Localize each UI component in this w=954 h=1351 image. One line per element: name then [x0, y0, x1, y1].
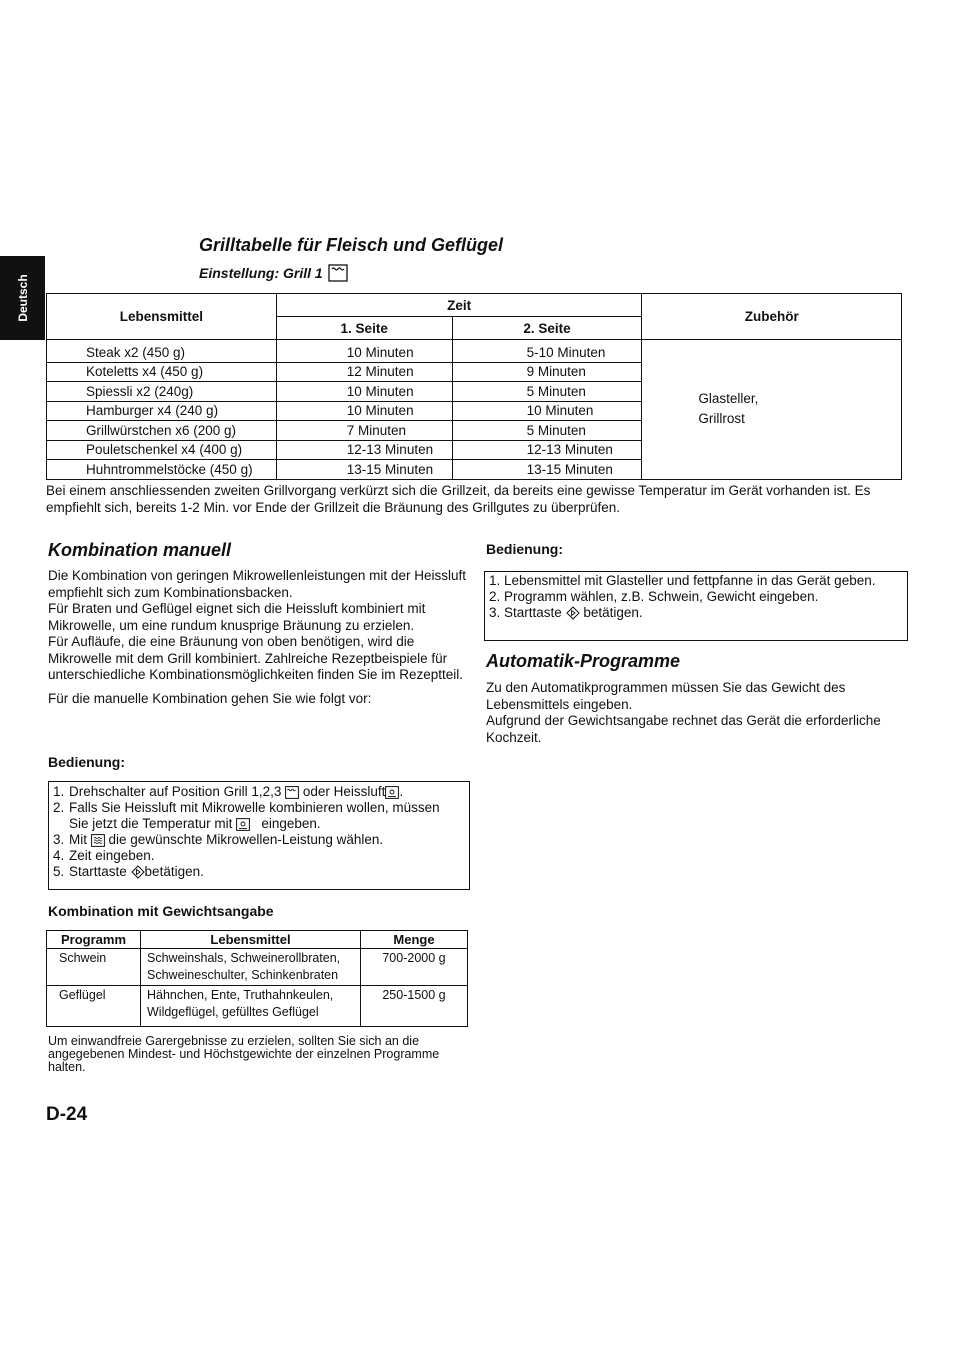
side1-cell: 10 Minuten: [276, 340, 452, 363]
auto-operation-label: Bedienung:: [486, 541, 563, 557]
food-cell: Pouletschenkel x4 (400 g): [47, 440, 277, 460]
header-food: Lebensmittel: [47, 294, 277, 340]
table-row: [47, 949, 468, 986]
food-cell: Huhntrommelstöcke (450 g): [47, 460, 277, 480]
accessory-line: Glasteller,: [698, 391, 759, 407]
manual-description: [48, 568, 473, 707]
step-text: Zeit eingeben.: [69, 848, 155, 863]
step-text: Falls Sie Heissluft mit Mikrowelle kombinieren wollen, müssen: [69, 800, 440, 815]
grill-table: [46, 293, 902, 480]
food-cell: Hamburger x4 (240 g): [47, 401, 277, 421]
step-text: Sie jetzt die Temperatur mit eingeben.: [69, 816, 321, 831]
step-text: Drehschalter auf Position Grill 1,2,3 oder Heissluft .: [69, 784, 404, 799]
food-cell: Grillwürstchen x6 (200 g): [47, 421, 277, 441]
manual-steps-box: [48, 781, 470, 890]
language-tab-label: Deutsch: [15, 274, 30, 322]
program-cell: Geflügel: [47, 986, 141, 1027]
side2-cell: 5 Minuten: [452, 382, 642, 402]
header-program: Programm: [47, 931, 141, 949]
manual-operation-label: Bedienung:: [48, 754, 125, 770]
side1-cell: 10 Minuten: [276, 401, 452, 421]
page-number: D-24: [46, 1104, 88, 1125]
table-row: [47, 986, 468, 1027]
grill-setting-label: Einstellung: Grill 1: [199, 265, 323, 281]
step-row: 5. Starttaste betätigen.: [53, 864, 204, 879]
step-row: 2. Falls Sie Heissluft mit Mikrowelle kombinieren wollen, müssen: [53, 800, 440, 815]
side1-cell: 12 Minuten: [276, 362, 452, 382]
food-cell: Spiessli x2 (240g): [47, 382, 277, 402]
grill-setting: [199, 264, 348, 282]
header-amount: Menge: [361, 931, 468, 949]
weight-program-table: [46, 930, 468, 1027]
grill-icon: [328, 264, 348, 282]
step-row: 3. Starttaste betätigen.: [489, 605, 643, 620]
auto-description: [486, 680, 906, 746]
step-row: 2. Programm wählen, z.B. Schwein, Gewicht eingeben.: [489, 589, 819, 604]
food-cell: Schweinshals, Schweinerollbraten, Schweineschulter, Schinkenbraten: [141, 949, 361, 986]
auto-para: Zu den Automatikprogrammen müssen Sie das Gewicht des Lebensmittels eingeben.: [486, 680, 846, 712]
manual-para: Für Braten und Geflügel eignet sich die Heissluft kombiniert mit Mikrowelle, um eine rundum knusprige Bräunung zu erzielen.: [48, 601, 426, 633]
manual-para: Für Aufläufe, die eine Bräunung von oben benötigen, wird die Mikrowelle mit dem Grill kombiniert. Zahlreiche Rezeptbeispiele für unterschiedliche Kombinationsmöglichkeiten finden Sie im Rezeptteil.: [48, 634, 463, 682]
side2-cell: 5-10 Minuten: [452, 340, 642, 363]
language-tab: [0, 256, 45, 340]
step-row: 1. Drehschalter auf Position Grill 1,2,3 oder Heissluft .: [53, 784, 404, 799]
step-row: 1. Lebensmittel mit Glasteller und fettpfanne in das Gerät geben.: [489, 573, 876, 588]
step-text: Mit die gewünschte Mikrowellen-Leistung wählen.: [69, 832, 384, 847]
header-food: Lebensmittel: [141, 931, 361, 949]
grill-table-title: Grilltabelle für Fleisch und Geflügel: [199, 235, 504, 255]
food-cell: Steak x2 (450 g): [47, 340, 277, 363]
start-icon: [566, 606, 580, 620]
auto-steps-box: [484, 571, 908, 641]
start-icon: [131, 865, 145, 879]
weight-note: Um einwandfreie Garergebnisse zu erzielen, sollten Sie sich an die angegebenen Mindest- und Höchstgewichte der einzelnen Programme halten.: [48, 1034, 440, 1074]
step-row: 4. Zeit eingeben.: [53, 848, 155, 863]
program-cell: Schwein: [47, 949, 141, 986]
side2-cell: 10 Minuten: [452, 401, 642, 421]
accessory-cell: [642, 340, 902, 480]
header-time: Zeit: [276, 294, 642, 317]
header-accessory: Zubehör: [642, 294, 902, 340]
step-row: 3. Mit die gewünschte Mikrowellen-Leistung wählen.: [53, 832, 384, 847]
manual-para: Für die manuelle Kombination gehen Sie wie folgt vor:: [48, 690, 372, 706]
auto-para: Aufgrund der Gewichtsangabe rechnet das Gerät die erforderliche Kochzeit.: [486, 713, 881, 745]
accessory-line: Grillrost: [698, 411, 745, 427]
auto-programs-title: Automatik-Programme: [486, 651, 681, 671]
step-row: [53, 816, 465, 832]
header-side2: 2. Seite: [452, 317, 642, 340]
side2-cell: 5 Minuten: [452, 421, 642, 441]
side1-cell: 12-13 Minuten: [276, 440, 452, 460]
side1-cell: 13-15 Minuten: [276, 460, 452, 480]
grill-note: Bei einem anschliessenden zweiten Grillvorgang verkürzt sich die Grillzeit, da bereits eine gewisse Temperatur im Gerät vorhanden ist. Es empfiehlt sich, bereits 1-2 Min. vor Ende der Grillzeit die Bräunung des Grillgutes zu überprüfen.: [46, 483, 871, 515]
manual-combination-title: Kombination manuell: [48, 540, 232, 560]
table-row: [47, 340, 902, 363]
food-cell: Hähnchen, Ente, Truthahnkeulen, Wildgeflügel, gefülltes Geflügel: [141, 986, 361, 1027]
amount-cell: 250-1500 g: [361, 986, 468, 1027]
microwave-icon: [91, 834, 105, 847]
food-cell: Koteletts x4 (450 g): [47, 362, 277, 382]
side1-cell: 10 Minuten: [276, 382, 452, 402]
step-text: Starttaste betätigen.: [69, 864, 204, 879]
amount-cell: 700-2000 g: [361, 949, 468, 986]
side2-cell: 9 Minuten: [452, 362, 642, 382]
convection-icon: [236, 818, 250, 831]
convection-icon: [385, 786, 399, 799]
side1-cell: 7 Minuten: [276, 421, 452, 441]
weight-combination-title: Kombination mit Gewichtsangabe: [48, 903, 274, 919]
side2-cell: 13-15 Minuten: [452, 460, 642, 480]
manual-para: Die Kombination von geringen Mikrowellenleistungen mit der Heissluft empfiehlt sich zum Kombinationsbacken.: [48, 568, 466, 600]
header-side1: 1. Seite: [276, 317, 452, 340]
grill-icon: [285, 786, 299, 799]
side2-cell: 12-13 Minuten: [452, 440, 642, 460]
